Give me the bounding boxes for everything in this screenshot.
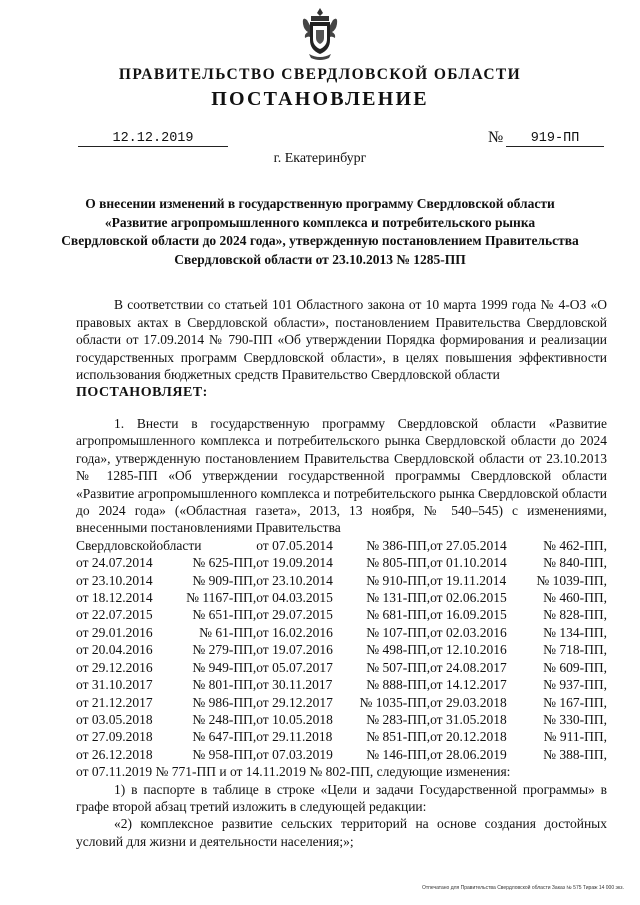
amendment-date: от 23.10.2014 [76, 572, 153, 588]
print-footer: Отпечатано для Правительства Свердловской области Заказ № 575 Тираж 14 000 экз. [422, 885, 624, 891]
table-row [76, 606, 607, 623]
table-row [76, 554, 607, 571]
table-row [76, 641, 607, 658]
amendment-date: от 27.05.2014 [430, 537, 507, 553]
table-row [76, 728, 607, 745]
amendment-date: от 31.05.2018 [430, 711, 507, 727]
subitem-1: 1) в паспорте в таблице в строке «Цели и задачи Государственной программы» в графе второй абзац третий изложить в следующей редакции: [76, 781, 607, 814]
table-row [76, 624, 607, 641]
table-row [76, 589, 607, 606]
amendment-date: от 29.01.2016 [76, 624, 153, 640]
amendment-date: от 29.11.2018 [256, 729, 333, 745]
amendment-number: № 718-ПП, [543, 642, 607, 658]
amendment-number: № 498-ПП, [366, 642, 431, 658]
item-1-lead: 1. Внести в государственную программу Свердловской области «Развитие агропромышленного комплекса и потребительского рынка Свердловской области до 2024 года», утвержденную постановлением Правительства Свердловской области от 23.10.2013 № 1285-ПП «Об утверждении государственной программы Свердловской области «Развитие агропромышленного комплекса и потребительского рынка Свердловской области до 2024 года» («Областная газета», 2013, 13 ноября, № 540–545) с изменениями, внесенными постановлениями Правительства [76, 416, 607, 536]
amendment-date: от 10.05.2018 [256, 711, 333, 727]
amendment-number: № 911-ПП, [543, 729, 607, 745]
document-title: О внесении изменений в государственную программу Свердловской области «Развитие агропромышленного комплекса и потребительского рынка Свердловской области до 2024 года», утвержденную постановлением Правительства Свердловской области от 23.10.2013 № 1285-ПП [61, 196, 579, 267]
amendment-date: от 05.07.2017 [256, 659, 333, 675]
amendment-date: от 22.07.2015 [76, 607, 153, 623]
amendment-number: № 462-ПП, [543, 537, 607, 553]
amendment-date: от 12.10.2016 [430, 642, 507, 658]
table-row [76, 676, 607, 693]
amendment-number: № 248-ПП, [192, 711, 257, 727]
amendment-date: от 29.03.2018 [430, 694, 507, 710]
preamble [76, 296, 607, 402]
amendment-date: от 20.04.2016 [76, 642, 153, 658]
amendment-number: № 651-ПП, [192, 607, 257, 623]
amendment-date: от 07.05.2014 [256, 537, 333, 553]
amendment-number: № 828-ПП, [543, 607, 607, 623]
resolves-heading: ПОСТАНОВЛЯЕТ: [76, 384, 208, 400]
amendment-number: № 61-ПП, [199, 624, 257, 640]
amendment-number: № 330-ПП, [543, 711, 607, 727]
amendment-date: Свердловской [76, 537, 157, 553]
amendment-date: от 16.02.2016 [256, 624, 333, 640]
city: г. Екатеринбург [273, 151, 367, 166]
government-name: ПРАВИТЕЛЬСТВО СВЕРДЛОВСКОЙ ОБЛАСТИ [118, 66, 522, 83]
amendment-date: от 19.11.2014 [430, 572, 507, 588]
amendment-number: № 134-ПП, [543, 624, 607, 640]
amendment-date: от 14.12.2017 [430, 677, 507, 693]
amendments-table [76, 537, 607, 763]
amendment-date: от 21.12.2017 [76, 694, 153, 710]
amendment-number: № 937-ПП, [543, 677, 607, 693]
amendment-date: от 02.03.2016 [430, 624, 507, 640]
table-row [76, 746, 607, 763]
amendment-number: № 460-ПП, [543, 590, 607, 606]
item-1-tail: от 07.11.2019 № 771-ПП и от 14.11.2019 № 802-ПП, следующие изменения: [76, 764, 511, 780]
amendment-date: от 26.12.2018 [76, 746, 153, 762]
amendment-number: № 949-ПП, [192, 659, 257, 675]
amendment-date: от 29.12.2017 [256, 694, 333, 710]
amendment-date: от 19.07.2016 [256, 642, 333, 658]
document-type: ПОСТАНОВЛЕНИЕ [211, 88, 429, 110]
amendment-number: № 1167-ПП, [186, 590, 257, 606]
amendment-date: от 19.09.2014 [256, 555, 333, 571]
decree-number: 919-ПП [506, 131, 604, 147]
amendment-date: от 24.08.2017 [430, 659, 507, 675]
amendment-number: № 840-ПП, [543, 555, 607, 571]
amendment-number: № 647-ПП, [192, 729, 257, 745]
amendment-number: № 386-ПП, [366, 537, 431, 553]
amendment-date: от 02.06.2015 [430, 590, 507, 606]
amendment-number: № 283-ПП, [366, 711, 431, 727]
amendment-date: от 04.03.2015 [256, 590, 333, 606]
amendment-date: от 20.12.2018 [430, 729, 507, 745]
amendment-number: № 1039-ПП, [536, 572, 607, 588]
amendment-number: № 388-ПП, [543, 746, 607, 762]
table-row [76, 711, 607, 728]
item-1 [76, 415, 607, 850]
amendment-date: от 30.11.2017 [256, 677, 333, 693]
amendment-number: № 107-ПП, [366, 624, 431, 640]
amendment-number: № 851-ПП, [366, 729, 431, 745]
coat-of-arms-icon [301, 6, 339, 64]
amendment-number: № 625-ПП, [192, 555, 257, 571]
amendment-date: от 18.12.2014 [76, 590, 153, 606]
amendment-date: от 23.10.2014 [256, 572, 333, 588]
amendment-number: № 131-ПП, [366, 590, 431, 606]
amendment-date: от 29.07.2015 [256, 607, 333, 623]
amendment-number: № 805-ПП, [366, 555, 431, 571]
amendment-number: № 167-ПП, [543, 694, 607, 710]
amendment-number: области [156, 537, 202, 553]
amendment-number: № 958-ПП, [192, 746, 257, 762]
amendment-date: от 07.03.2019 [256, 746, 333, 762]
amendment-number: № 801-ПП, [192, 677, 257, 693]
amendment-date: от 28.06.2019 [430, 746, 507, 762]
amendment-date: от 31.10.2017 [76, 677, 153, 693]
amendment-number: № 909-ПП, [192, 572, 257, 588]
amendment-date: от 29.12.2016 [76, 659, 153, 675]
amendment-number: № 1035-ПП, [359, 694, 431, 710]
amendment-number: № 910-ПП, [366, 572, 431, 588]
amendment-number: № 681-ПП, [366, 607, 431, 623]
table-row [76, 659, 607, 676]
amendment-date: от 16.09.2015 [430, 607, 507, 623]
amendment-number: № 279-ПП, [192, 642, 257, 658]
amendment-date: от 01.10.2014 [430, 555, 507, 571]
amendment-date: от 27.09.2018 [76, 729, 153, 745]
amendment-number: № 888-ПП, [366, 677, 431, 693]
amendment-number: № 507-ПП, [366, 659, 431, 675]
amendment-number: № 986-ПП, [192, 694, 257, 710]
amendment-date: от 03.05.2018 [76, 711, 153, 727]
quoted-text: «2) комплексное развитие сельских территорий на основе создания достойных условий для жизни и деятельности населения;»; [76, 816, 607, 849]
amendment-number: № 146-ПП, [366, 746, 431, 762]
table-row [76, 694, 607, 711]
amendment-date: от 24.07.2014 [76, 555, 153, 571]
amendment-number: № 609-ПП, [543, 659, 607, 675]
preamble-text: В соответствии со статьей 101 Областного закона от 10 марта 1999 года № 4-ОЗ «О правовых актах в Свердловской области», постановлением Правительства Свердловской области от 17.09.2014 № 790-ПП «Об утверждении Порядка формирования и реализации государственных программ Свердловской области», в целях повышения эффективности использования бюджетных средств Правительство Свердловской области [76, 297, 607, 383]
table-row [76, 537, 607, 554]
number-sign: № [488, 129, 504, 146]
table-row [76, 572, 607, 589]
decree-date: 12.12.2019 [78, 131, 228, 147]
